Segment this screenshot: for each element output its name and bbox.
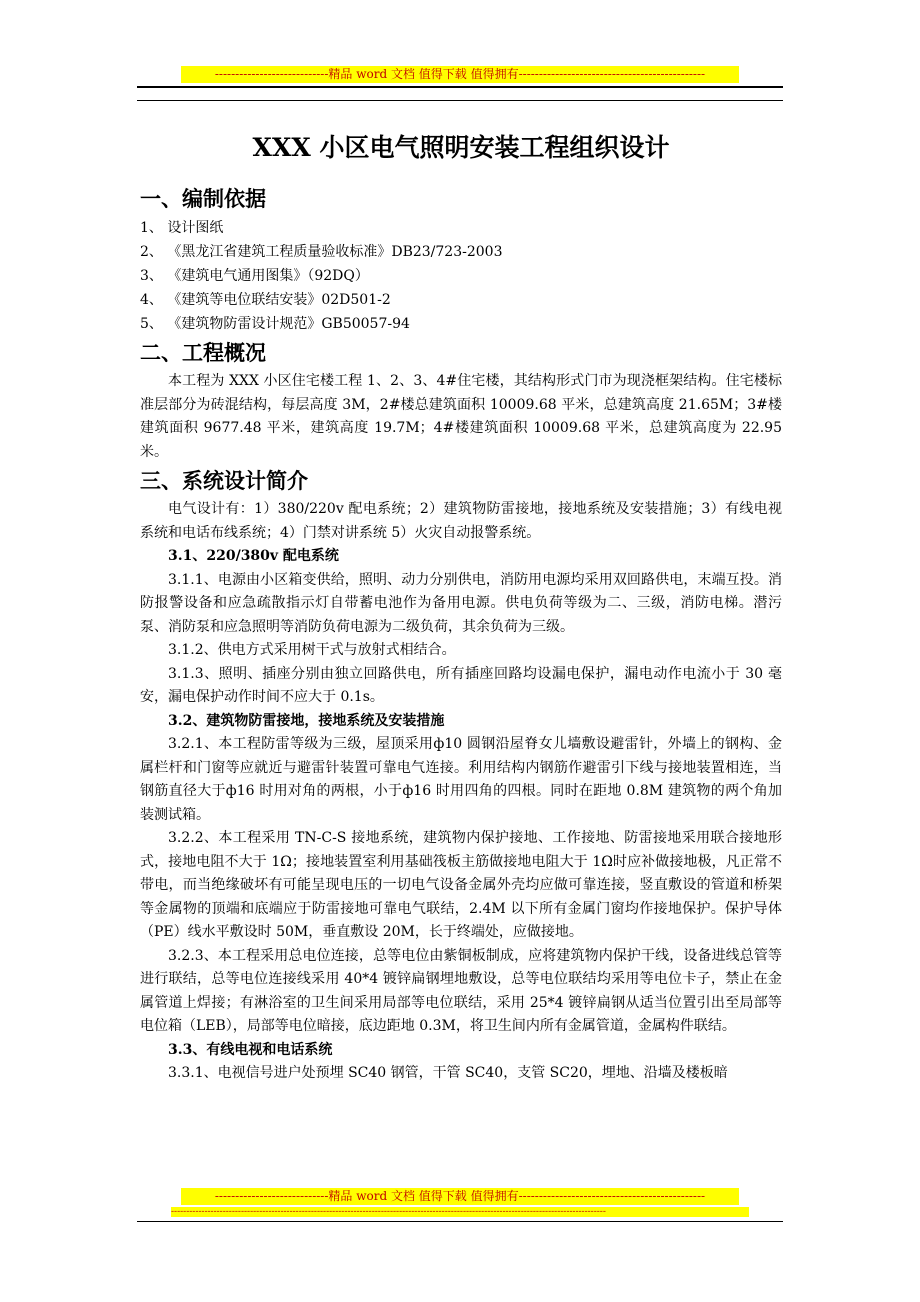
paragraph-3-3-1: 3.3.1、电视信号进户处预埋 SC40 钢管，干管 SC40，支管 SC20，埋地、沿墙及楼板暗	[168, 1065, 728, 1081]
reference-item: 2、 《黑龙江省建筑工程质量验收标准》DB23/723-2003	[140, 244, 503, 260]
header-rule-thick	[137, 86, 783, 88]
section-heading-overview: 二、工程概况	[140, 341, 266, 365]
document-body	[140, 128, 782, 1086]
paragraph-3-2-3: 3.2.3、本工程采用总电位连接，总等电位由紫铜板制成，应将建筑物内保护干线，设备进线总管等进行联结，总等电位连接线采用 40*4 镀锌扁钢埋地敷设，总等电位联结均采用等电位卡子，禁止在金属管道上焊接；有淋浴室的卫生间采用局部等电位联结，采用 25*4 镀锌扁钢从适当位置引出至局部等电位箱（LEB），局部等电位暗接，底边距地 0.3M，将卫生间内所有金属管道，金属构件联结。	[140, 947, 782, 1034]
reference-list	[140, 216, 782, 336]
document-title: XXX 小区电气照明安装工程组织设计	[252, 133, 670, 162]
paragraph-3-2-2: 3.2.2、本工程采用 TN-C-S 接地系统，建筑物内保护接地、工作接地、防雷接地采用联合接地形式，接地电阻不大于 1Ω；接地装置室利用基础筏板主筋做接地电阻大于 1Ω时应补做接地极，凡正常不带电，而当绝缘破坏有可能呈现电压的一切电气设备金属外壳均应做可靠连接，竖直敷设的管道和桥架等金属物的顶端和底端应于防雷接地可靠电气联结，2.4M 以下所有金属门窗均作接地保护。保护导体（PE）线水平敷设时 50M，垂直敷设 20M，长于终端处，应做接地。	[140, 830, 782, 940]
paragraph-3-1-1: 3.1.1、电源由小区箱变供给，照明、动力分别供电，消防用电源均采用双回路供电，末端互投。消防报警设备和应急疏散指示灯自带蓄电池作为备用电源。供电负荷等级为二、三级，消防电梯。潜污泵、消防泵和应急照明等消防负荷电源为二级负荷，其余负荷为三级。	[140, 571, 782, 635]
footer-watermark-banner: ----------------------------精品 word 文档 值得下载 值得拥有----------------------------------------------	[181, 1188, 739, 1205]
paragraph-3-2-1: 3.2.1、本工程防雷等级为三级，屋顶采用ф10 圆钢沿屋脊女儿墙敷设避雷针，外墙上的钢构、金属栏杆和门窗等应就近与避雷针装置可靠电气连接。利用结构内钢筋作避雷引下线与接地装置相连，当钢筋直径大于ф16 时用对角的两根，小于ф16 时用四角的四根。同时在距地 0.8M 建筑物的两个角加装测试箱。	[140, 736, 782, 823]
subheading-cable-tv-phone: 3.3、有线电视和电话系统	[168, 1041, 333, 1058]
reference-item: 3、 《建筑电气通用图集》（92DQ）	[140, 268, 369, 284]
paragraph-3-1-2: 3.1.2、供电方式采用树干式与放射式相结合。	[168, 642, 456, 658]
paragraph-3-1-3: 3.1.3、照明、插座分别由独立回路供电，所有插座回路均设漏电保护，漏电动作电流小于 30 毫安，漏电保护动作时间不应大于 0.1s。	[140, 665, 782, 705]
overview-paragraph: 本工程为 XXX 小区住宅楼工程 1、2、3、4#住宅楼，其结构形式门市为现浇框架结构。住宅楼标准层部分为砖混结构，每层高度 3M，2#楼总建筑面积 10009.68 平米，总建筑高度 21.65M；3#楼建筑面积 9677.48 平米，建筑高度 19.7M；4#楼建筑面积 10009.68 平米，总建筑高度为 22.95 米。	[140, 373, 782, 460]
header-watermark-banner: ----------------------------精品 word 文档 值得下载 值得拥有----------------------------------------------	[181, 66, 739, 83]
footer-watermark-dashes: -----------------------------------------------------------------------------------------------------------------------------------------------	[171, 1207, 749, 1217]
reference-item: 5、 《建筑物防雷设计规范》GB50057-94	[140, 316, 410, 332]
subheading-lightning-grounding: 3.2、建筑物防雷接地，接地系统及安装措施	[168, 712, 445, 729]
footer-rule	[137, 1221, 783, 1222]
header-rule-thin	[137, 100, 783, 101]
section-heading-basis: 一、编制依据	[140, 187, 266, 211]
subheading-power-distribution: 3.1、220/380v 配电系统	[168, 548, 339, 564]
system-intro-paragraph: 电气设计有：1）380/220v 配电系统；2）建筑物防雷接地，接地系统及安装措施；3）有线电视系统和电话布线系统；4）门禁对讲系统 5）火灾自动报警系统。	[140, 501, 782, 541]
reference-item: 1、 设计图纸	[140, 220, 224, 236]
reference-item: 4、 《建筑等电位联结安装》02D501-2	[140, 292, 391, 308]
section-heading-system-design: 三、系统设计简介	[140, 469, 308, 493]
